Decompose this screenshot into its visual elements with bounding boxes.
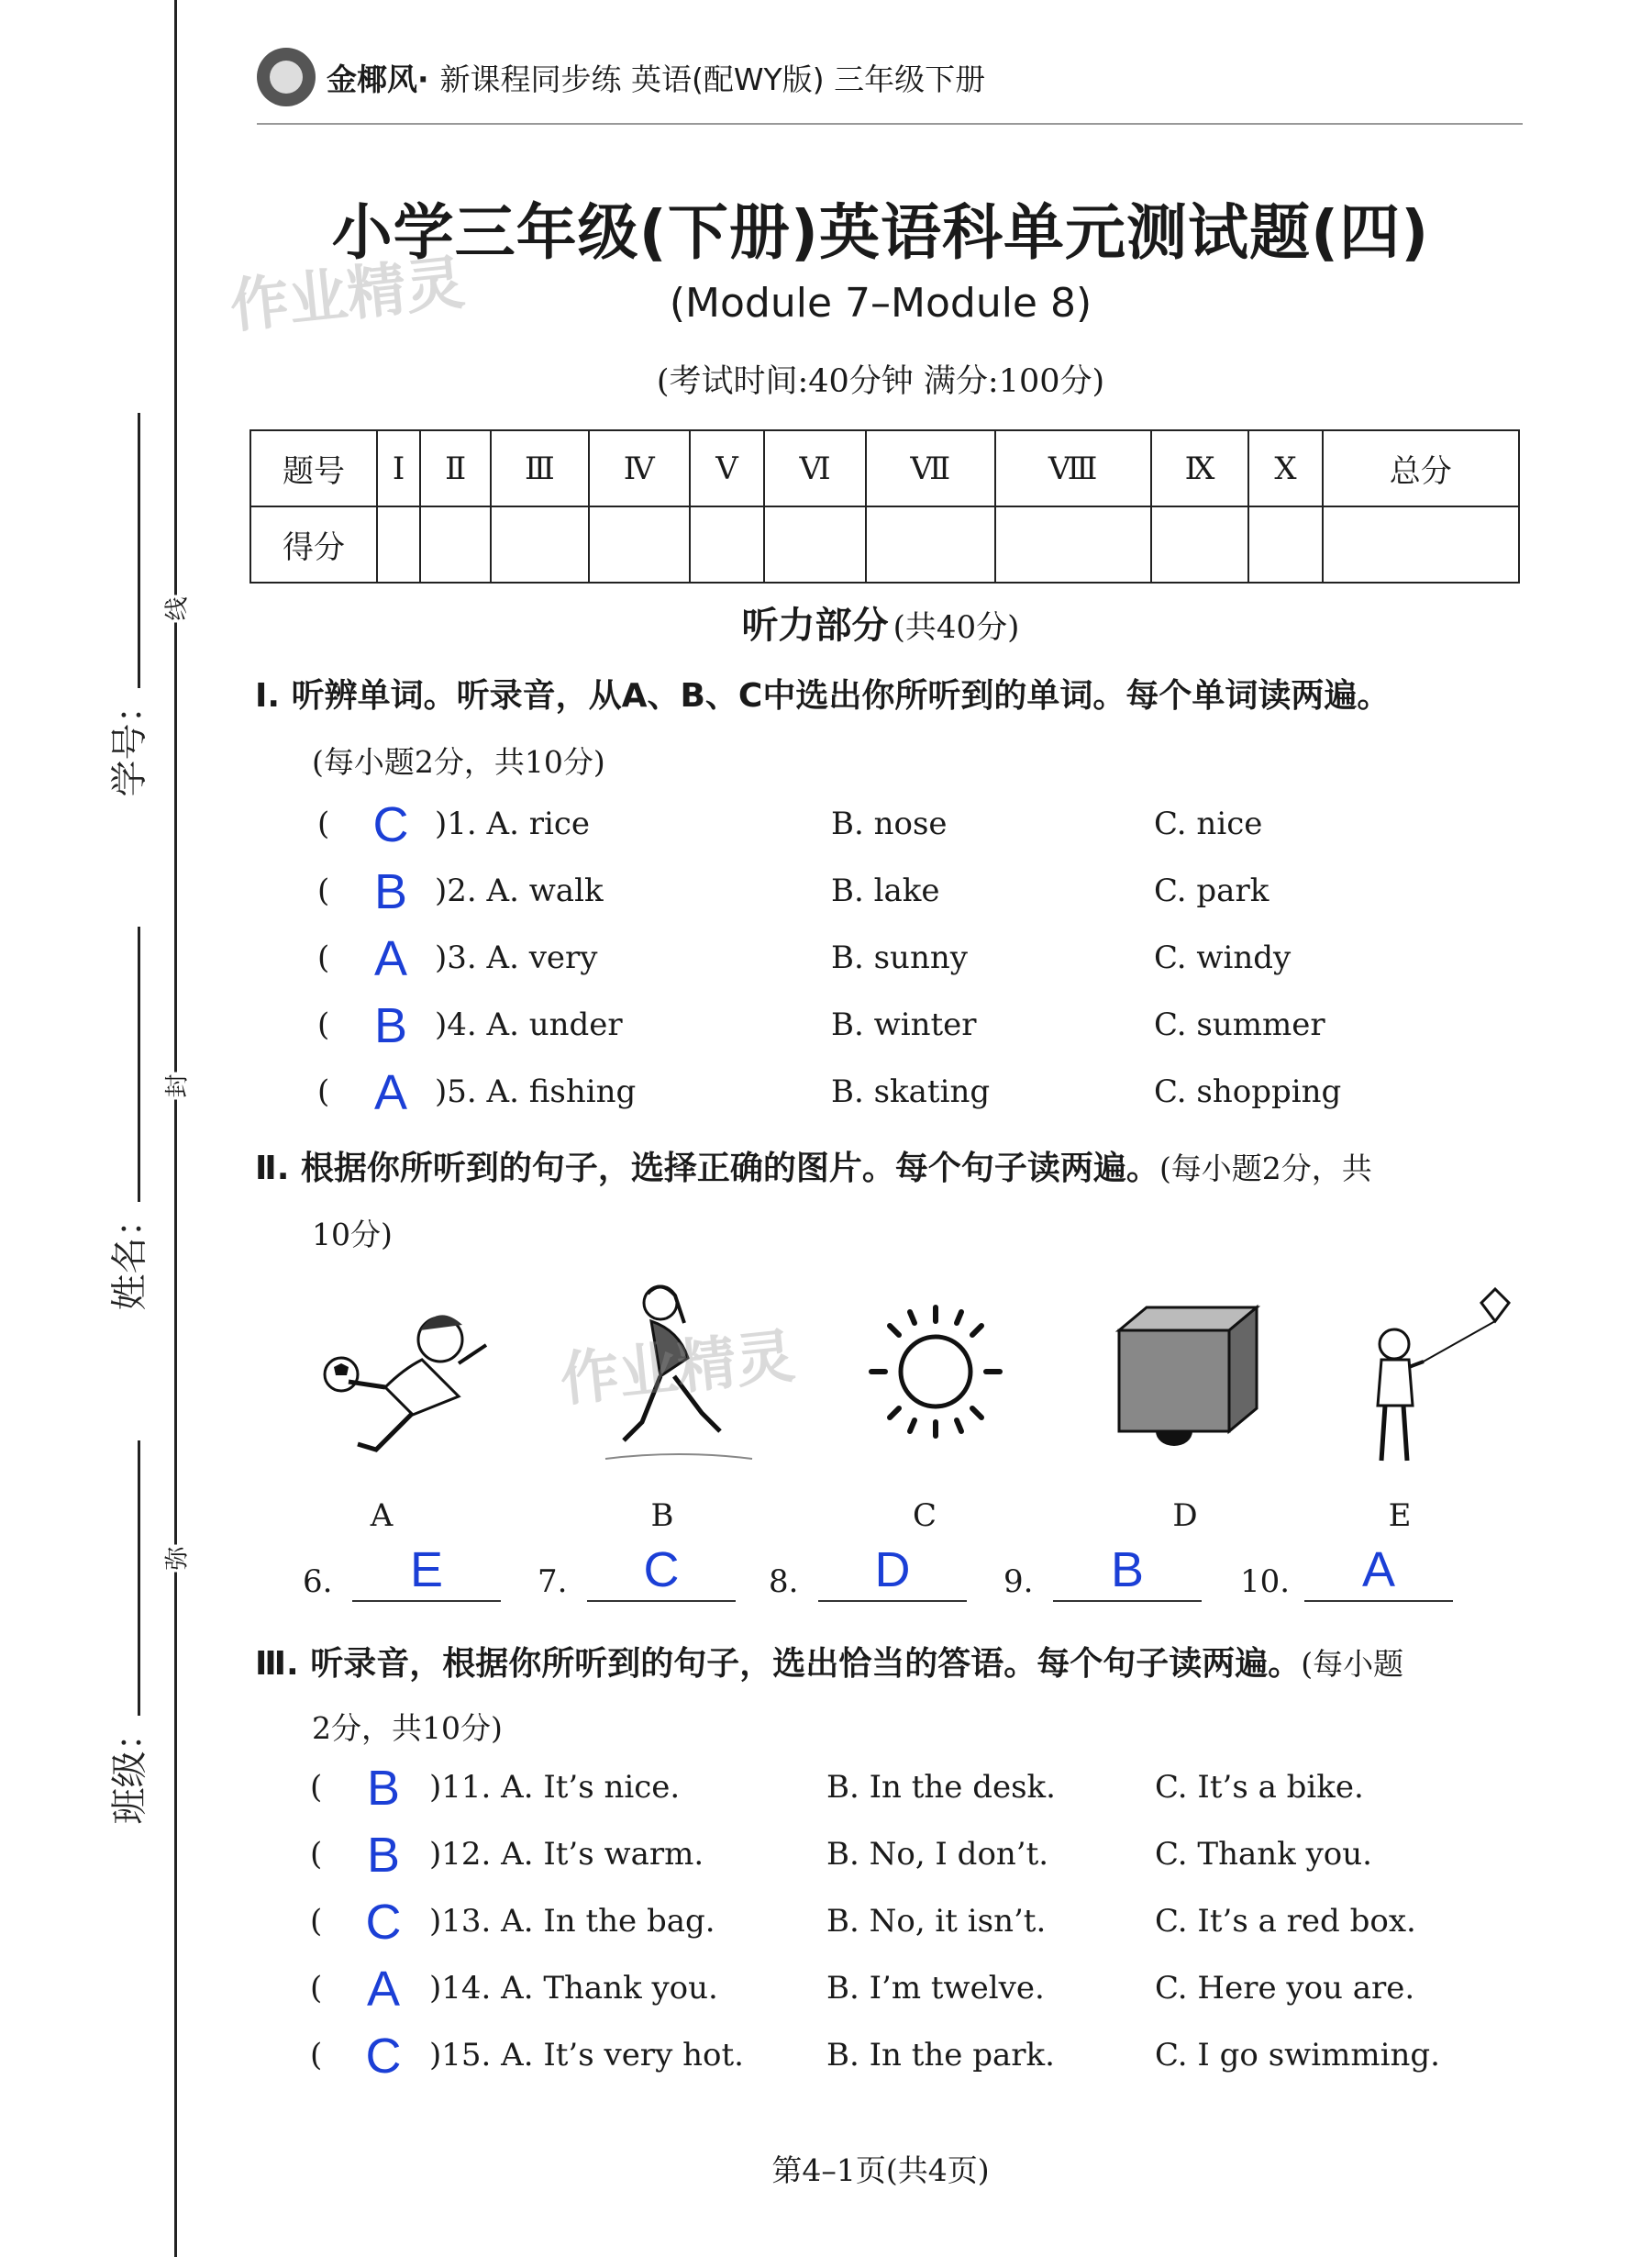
class-underline	[138, 1440, 140, 1716]
question-15	[310, 2031, 1521, 2086]
blank-number: 7.	[538, 1563, 568, 1600]
paren-open: (	[310, 2037, 323, 2074]
option-a: A. It’s very hot.	[501, 2037, 744, 2074]
option-b: B. winter	[831, 1006, 977, 1043]
question-number: )3. A. very	[435, 939, 598, 976]
question-number: )5. A. fishing	[435, 1073, 637, 1110]
blank-number: 8.	[769, 1563, 799, 1600]
name-underline	[138, 927, 140, 1202]
box-with-ball-picture	[1101, 1275, 1284, 1477]
question-number: )1. A. rice	[435, 806, 590, 842]
secret-mark: 弥	[159, 1545, 193, 1573]
score-table	[249, 429, 1520, 584]
answer-mark: B	[366, 1828, 401, 1883]
book-header	[257, 44, 985, 110]
cut-line-mark: 线	[159, 595, 193, 623]
option-c: C. It’s a red box.	[1155, 1903, 1416, 1940]
section2-points: (每小题2分，共	[1159, 1151, 1372, 1186]
score-col-4: Ⅳ	[589, 430, 690, 506]
blank-line[interactable]	[352, 1600, 501, 1602]
answer-mark: B	[373, 998, 408, 1053]
blank-answer: D	[874, 1542, 911, 1597]
listening-heading	[275, 596, 1486, 649]
option-c: C. I go swimming.	[1155, 2037, 1440, 2074]
score-cell[interactable]	[589, 506, 690, 583]
question-2	[317, 864, 1528, 922]
section2-points-cont: 10分)	[312, 1217, 393, 1252]
option-c: C. Here you are.	[1155, 1970, 1415, 2007]
score-col-10: Ⅹ	[1248, 430, 1322, 506]
answer-mark: A	[366, 1962, 401, 2017]
paren-open: (	[317, 1006, 330, 1043]
name-label: 姓名：	[108, 1200, 151, 1311]
answer-mark: A	[373, 931, 408, 986]
kite-flying-picture	[1339, 1275, 1523, 1477]
option-c: C. windy	[1154, 939, 1292, 976]
question-number: )13. A. In the bag.	[429, 1903, 715, 1940]
paren-open: (	[317, 939, 330, 976]
score-label: 得分	[250, 506, 377, 583]
section3-points-cont: 2分，共10分)	[312, 1710, 503, 1746]
score-col-7: Ⅶ	[866, 430, 995, 506]
option-a: A. rice	[486, 806, 590, 842]
page-footer: 第4–1页(共4页)	[771, 2152, 990, 2188]
blank-line[interactable]	[587, 1600, 736, 1602]
option-b: B. No, it isn’t.	[826, 1903, 1047, 1940]
score-cell[interactable]	[1323, 506, 1519, 583]
score-col-8: Ⅷ	[995, 430, 1151, 506]
score-table-score-row	[250, 506, 1519, 583]
score-col-9: Ⅸ	[1151, 430, 1249, 506]
option-c: C. It’s a bike.	[1155, 1769, 1364, 1806]
question-13	[310, 1897, 1521, 1952]
blank-answer: A	[1361, 1542, 1396, 1597]
score-table-header-row	[250, 430, 1519, 506]
question-3	[317, 931, 1528, 989]
blank-number: 6.	[303, 1563, 333, 1600]
question-number: )11. A. It’s nice.	[429, 1769, 681, 1806]
listening-points: (共40分)	[893, 609, 1020, 646]
option-b: B. I’m twelve.	[826, 1970, 1045, 2007]
question-number: )2. A. walk	[435, 873, 604, 909]
score-cell[interactable]	[764, 506, 866, 583]
picture-letter-d: D	[1172, 1497, 1198, 1534]
score-cell[interactable]	[690, 506, 764, 583]
option-a: A. It’s nice.	[501, 1769, 681, 1806]
blank-line[interactable]	[1053, 1600, 1202, 1602]
option-a: A. walk	[486, 873, 604, 909]
blank-answer: E	[409, 1542, 444, 1597]
header-series: 新课程同步练 英语(配WY版) 三年级下册	[439, 61, 986, 97]
section2-title: Ⅱ. 根据你所听到的句子，选择正确的图片。每个句子读两遍。(每小题2分，共	[255, 1150, 1372, 1187]
option-b: B. nose	[831, 806, 948, 842]
score-cell[interactable]	[491, 506, 589, 583]
exam-info: (考试时间:40分钟 满分:100分)	[656, 363, 1105, 400]
score-col-1: Ⅰ	[377, 430, 420, 506]
header-divider	[257, 123, 1523, 125]
paren-open: (	[317, 1073, 330, 1110]
picture-letter-a: A	[370, 1497, 394, 1534]
page-title: 小学三年级(下册)英语科单元测试题(四)	[331, 197, 1430, 268]
paren-open: (	[310, 1769, 323, 1806]
option-b: B. In the park.	[826, 2037, 1055, 2074]
question-number: )15. A. It’s very hot.	[429, 2037, 744, 2074]
answer-mark: B	[373, 864, 408, 919]
question-11	[310, 1763, 1521, 1818]
option-a: A. under	[486, 1006, 623, 1043]
answer-mark: A	[373, 1065, 408, 1120]
blank-line[interactable]	[1304, 1600, 1453, 1602]
blank-number: 10.	[1240, 1563, 1291, 1600]
score-cell[interactable]	[866, 506, 995, 583]
blank-line[interactable]	[818, 1600, 967, 1602]
answer-mark: C	[365, 2029, 402, 2084]
binding-line	[174, 0, 177, 2257]
question-4	[317, 998, 1528, 1056]
paren-open: (	[317, 873, 330, 909]
paren-open: (	[310, 1836, 323, 1873]
section3-points: (每小题	[1301, 1646, 1404, 1682]
seal-mark: 封	[159, 1073, 193, 1100]
sun-picture	[844, 1275, 1027, 1477]
score-cell[interactable]	[420, 506, 491, 583]
paren-open: (	[310, 1903, 323, 1940]
option-b: B. sunny	[831, 939, 968, 976]
blank-number: 9.	[1003, 1563, 1034, 1600]
option-a: A. Thank you.	[501, 1970, 718, 2007]
option-c: C. Thank you.	[1155, 1836, 1372, 1873]
option-b: B. lake	[831, 873, 940, 909]
score-cell[interactable]	[1151, 506, 1249, 583]
question-1	[317, 797, 1528, 855]
option-c: C. nice	[1154, 806, 1263, 842]
option-b: B. In the desk.	[826, 1769, 1056, 1806]
score-col-2: Ⅱ	[420, 430, 491, 506]
question-12	[310, 1830, 1521, 1885]
header-brand: 金椰风·	[327, 61, 429, 97]
answer-mark: B	[366, 1761, 401, 1816]
picture-letter-b: B	[650, 1497, 674, 1534]
option-a: A. fishing	[486, 1073, 637, 1110]
blank-answer: B	[1110, 1542, 1145, 1597]
palm-logo-icon	[257, 48, 316, 106]
listening-title: 听力部分	[741, 605, 889, 647]
score-col-5: Ⅴ	[690, 430, 764, 506]
paren-open: (	[310, 1970, 323, 2007]
section1-points: (每小题2分，共10分)	[312, 744, 605, 780]
watermark-2: 作业精灵	[557, 1322, 798, 1416]
score-cell[interactable]	[1248, 506, 1322, 583]
score-col-total: 总分	[1323, 430, 1519, 506]
score-cell[interactable]	[995, 506, 1151, 583]
picture-letter-c: C	[912, 1497, 937, 1534]
option-a: A. In the bag.	[501, 1903, 715, 1940]
section1-title: Ⅰ. 听辨单词。听录音，从A、B、C中选出你所听到的单词。每个单词读两遍。	[255, 677, 1391, 715]
paren-open: (	[317, 806, 330, 842]
score-col-3: Ⅲ	[491, 430, 589, 506]
question-5	[317, 1065, 1528, 1123]
option-a: A. It’s warm.	[501, 1836, 704, 1873]
option-b: B. skating	[831, 1073, 991, 1110]
question-number: )14. A. Thank you.	[429, 1970, 718, 2007]
page-subtitle: (Module 7–Module 8)	[669, 280, 1092, 327]
question-14	[310, 1964, 1521, 2019]
answer-mark: C	[372, 797, 409, 852]
question-number: )12. A. It’s warm.	[429, 1836, 704, 1873]
student-id-label: 学号：	[108, 686, 151, 797]
section3-title: Ⅲ. 听录音，根据你所听到的句子，选出恰当的答语。每个句子读两遍。(每小题	[255, 1645, 1404, 1683]
option-b: B. No, I don’t.	[826, 1836, 1049, 1873]
class-label: 班级：	[108, 1714, 151, 1825]
question-number: )4. A. under	[435, 1006, 623, 1043]
option-c: C. summer	[1154, 1006, 1325, 1043]
answer-mark: C	[365, 1895, 402, 1950]
picture-letter-e: E	[1388, 1497, 1412, 1534]
soccer-player-picture	[312, 1275, 495, 1477]
option-c: C. shopping	[1154, 1073, 1342, 1110]
watermark: 作业精灵	[227, 249, 468, 342]
option-c: C. park	[1154, 873, 1269, 909]
student-id-underline	[138, 413, 140, 688]
score-cell[interactable]	[377, 506, 420, 583]
question-number-label: 题号	[250, 430, 377, 506]
blank-answer: C	[643, 1542, 680, 1597]
option-a: A. very	[486, 939, 598, 976]
score-col-6: Ⅵ	[764, 430, 866, 506]
